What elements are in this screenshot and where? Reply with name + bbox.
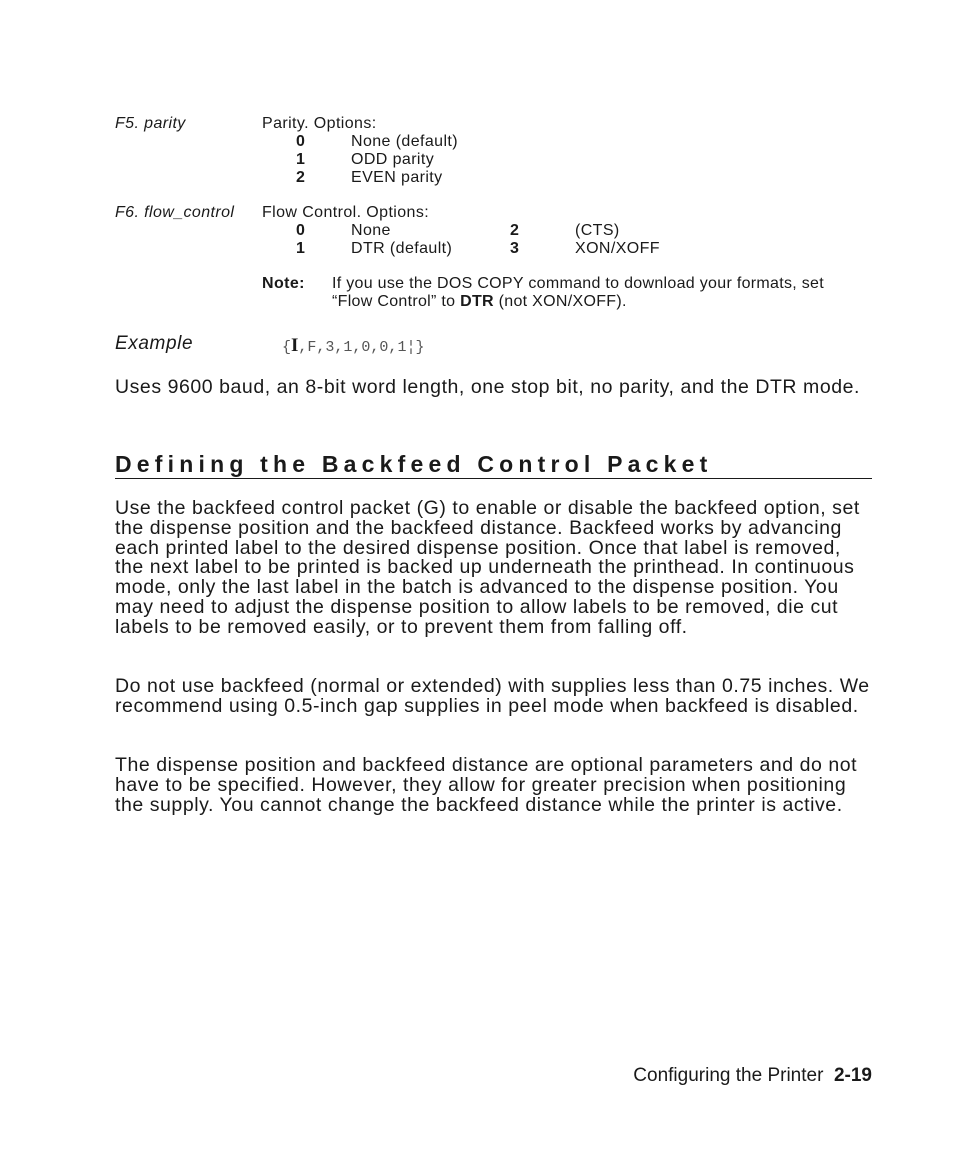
footer-page-number: 2-19 bbox=[833, 1065, 872, 1086]
example-description: Uses 9600 baud, an 8-bit word length, one stop bit, no parity, and the DTR mode. bbox=[115, 376, 860, 398]
parity-option-code: 0 bbox=[296, 133, 306, 150]
example-command bbox=[282, 335, 424, 357]
note-text-pre: “Flow Control” to bbox=[332, 293, 461, 310]
example-params: ,F,3,1,0,0,1¦} bbox=[298, 339, 425, 356]
note-text-line1: If you use the DOS COPY command to download your formats, set bbox=[332, 275, 825, 292]
example-open-brace: { bbox=[282, 339, 292, 356]
section-paragraph: The dispense position and backfeed distance are optional parameters and do not have to be specified. However, they allow for greater precision when positioning the supply. You cannot change the backfeed distance while the printer is active. bbox=[115, 754, 858, 816]
parity-field-label: F5. parity bbox=[115, 115, 186, 132]
flow-control-field-label: F6. flow_control bbox=[115, 204, 235, 221]
flow-option-label: DTR (default) bbox=[351, 240, 453, 257]
example-cmd-letter: I bbox=[291, 335, 299, 356]
note-text-line2 bbox=[332, 293, 627, 311]
page-footer bbox=[633, 1065, 872, 1087]
flow-option-code: 1 bbox=[296, 240, 306, 257]
parity-option-label: None (default) bbox=[351, 133, 458, 150]
footer-chapter: Configuring the Printer bbox=[633, 1065, 824, 1086]
flow-option-code: 0 bbox=[296, 222, 306, 239]
note-text-dtr: DTR bbox=[460, 293, 494, 310]
flow-option-code: 2 bbox=[510, 222, 520, 239]
example-label: Example bbox=[115, 333, 194, 354]
flow-control-intro: Flow Control. Options: bbox=[262, 204, 430, 221]
parity-option-code: 1 bbox=[296, 151, 306, 168]
flow-option-code: 3 bbox=[510, 240, 520, 257]
flow-option-label: XON/XOFF bbox=[575, 240, 660, 257]
parity-intro: Parity. Options: bbox=[262, 115, 377, 132]
flow-option-label: (CTS) bbox=[575, 222, 620, 239]
parity-option-label: EVEN parity bbox=[351, 169, 443, 186]
section-paragraph: Use the backfeed control packet (G) to enable or disable the backfeed option, set the dispense position and the backfeed distance. Backfeed works by advancing each printed label to the desired dispense position. Once that label is removed, the next label to be printed is backed up underneath the printhead. In continuous mode, only the last label in the batch is advanced to the dispense position. You may need to adjust the dispense position to allow labels to be removed, die cut labels to be removed easily, or to prevent them from falling off. bbox=[115, 497, 860, 638]
section-heading: Defining the Backfeed Control Packet bbox=[115, 450, 872, 479]
note-text-post: (not XON/XOFF). bbox=[493, 293, 627, 310]
note-label: Note: bbox=[262, 275, 305, 292]
section-paragraph: Do not use backfeed (normal or extended) with supplies less than 0.75 inches. We recommend using 0.5-inch gap supplies in peel mode when backfeed is disabled. bbox=[115, 675, 870, 717]
flow-option-label: None bbox=[351, 222, 391, 239]
parity-option-label: ODD parity bbox=[351, 151, 435, 168]
parity-option-code: 2 bbox=[296, 169, 306, 186]
